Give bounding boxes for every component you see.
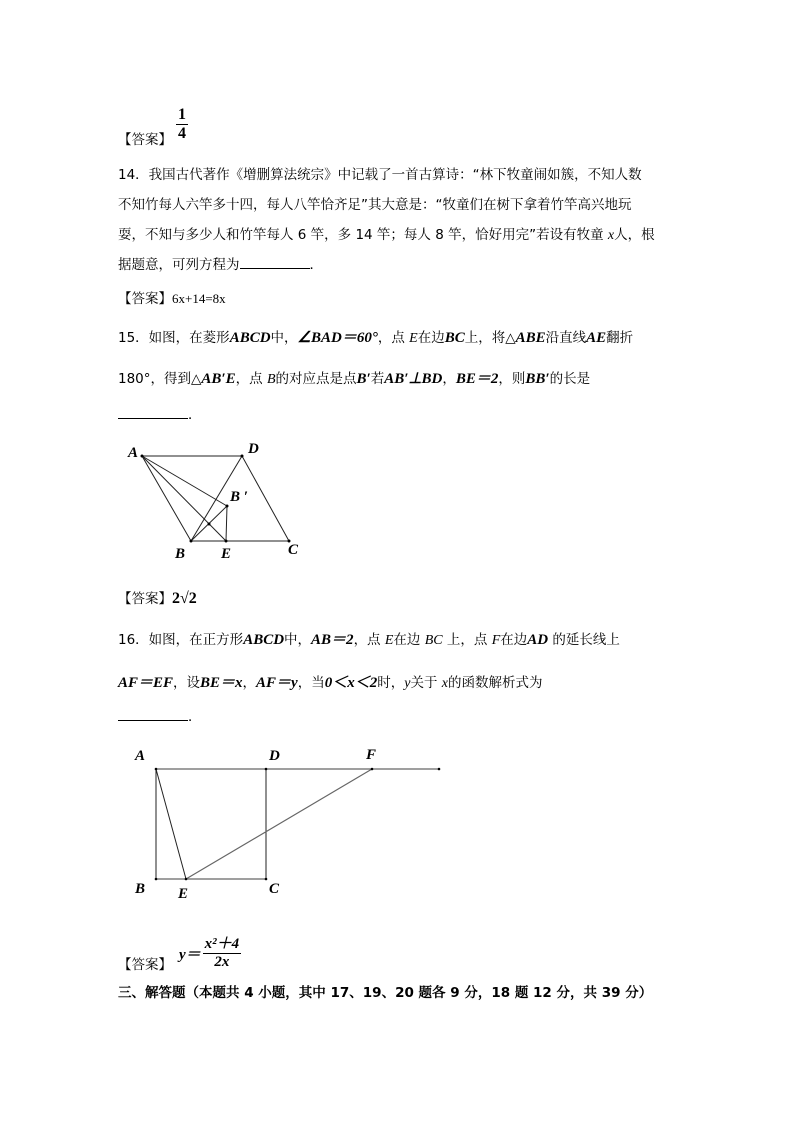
text: 在边 [393, 632, 425, 648]
text: 在边 [500, 632, 528, 648]
formula-lhs: y＝ [179, 947, 201, 963]
answer-value: 2√2 [172, 590, 197, 607]
math: x [441, 676, 448, 691]
text: ． [188, 709, 202, 725]
text: 时， [377, 675, 405, 691]
text: 据题意，可列方程为 [118, 257, 240, 273]
q14-line-1: 14．我国古代著作《增删算法统宗》中记载了一首古算诗：“林下牧童闹如簇，不知人数 [118, 167, 642, 183]
label-d: D [248, 441, 259, 457]
math: B′ [356, 371, 371, 387]
math: ABE [515, 330, 546, 346]
text: 的长是 [549, 371, 591, 387]
answer-label: 【答案】 [118, 291, 172, 307]
text: 人，根 [614, 227, 655, 243]
math: E [409, 331, 418, 346]
text: ，点 [235, 371, 267, 387]
math: BE＝2 [455, 371, 499, 387]
q13-answer-label: 【答案】 [118, 132, 172, 148]
math: ∠BAD＝60° [297, 330, 378, 346]
text: 关于 [410, 675, 442, 691]
text: 沿直线 [545, 330, 587, 346]
text: ，当 [297, 675, 325, 691]
segment-ef [186, 769, 372, 879]
q16-answer-formula [179, 936, 241, 971]
text: ，点 [353, 632, 385, 648]
text: ． [309, 257, 323, 273]
math: AD [527, 632, 549, 648]
text: 180°，得到△ [118, 371, 202, 387]
label-b-prime: B ′ [230, 489, 248, 505]
math: 0＜x＜2 [324, 675, 378, 691]
math: BB′ [525, 371, 550, 387]
label-b: B [135, 881, 146, 897]
math: F [491, 633, 501, 648]
fraction-denominator: 4 [178, 125, 186, 142]
math: BC [444, 330, 465, 346]
text: 在边 [417, 330, 445, 346]
answer-label: 【答案】 [118, 591, 172, 607]
label-b: B [175, 546, 186, 562]
math: ABCD [229, 330, 271, 346]
text: 耍，不知与多少人和竹竿每人 6 竿，多 14 竿；每人 8 竿，恰好用完”若设有牧童 [118, 227, 608, 243]
label-c: C [288, 542, 299, 558]
segment-ae [156, 769, 186, 879]
math: AB′⊥BD [384, 371, 443, 387]
text: 的延长线上 [548, 632, 620, 648]
math: ABCD [243, 632, 285, 648]
text: ，则 [498, 371, 526, 387]
formula-fraction [203, 936, 242, 971]
label-e: E [178, 886, 189, 902]
math: AB＝2 [311, 632, 354, 648]
text: ， [242, 675, 257, 691]
text: 的对应点是点 [275, 371, 357, 387]
label-a: A [135, 748, 146, 764]
label-a: A [128, 445, 139, 461]
text: 翻折 [606, 330, 634, 346]
text: 16．如图，在正方形 [118, 632, 244, 648]
label-d: D [269, 748, 280, 764]
text: 中， [284, 632, 312, 648]
fraction-numerator: x²＋4 [204, 936, 240, 952]
fraction-denominator: 2x [214, 954, 230, 970]
answer-value: 6x+14=8x [172, 291, 226, 306]
text: 上，将△ [464, 330, 516, 346]
text: 若 [370, 371, 385, 387]
section-3-heading: 三、解答题（本题共 4 小题，其中 17、19、20 题各 9 分，18 题 12 分，共 39 分） [118, 985, 653, 1001]
q14-line-2: 不知竹每人六竿多十四，每人八竿恰齐足”其大意是：“牧童们在树下拿着竹竿高兴地玩 [118, 197, 632, 213]
math: AE [586, 330, 607, 346]
math: AF＝EF [118, 675, 174, 691]
math: AF＝y [256, 675, 298, 691]
text: 中， [270, 330, 298, 346]
fraction-numerator: 1 [178, 106, 186, 123]
math: y [404, 676, 411, 691]
text: 上，点 [442, 632, 492, 648]
math: B [266, 372, 276, 387]
text: ，点 [377, 330, 410, 346]
label-e: E [221, 546, 232, 562]
q16-answer-label: 【答案】 [118, 957, 172, 973]
text: 的函数解析式为 [447, 675, 543, 691]
math: BC [424, 633, 443, 648]
math: BE＝x [200, 675, 243, 691]
label-c: C [269, 881, 280, 897]
text: ，设 [173, 675, 201, 691]
label-f: F [366, 747, 377, 763]
text: 15．如图，在菱形 [118, 330, 230, 346]
text: ， [442, 371, 456, 387]
variable: x [607, 228, 615, 243]
text: ． [188, 407, 202, 423]
math: AB′E [201, 371, 236, 387]
math: E [384, 633, 394, 648]
